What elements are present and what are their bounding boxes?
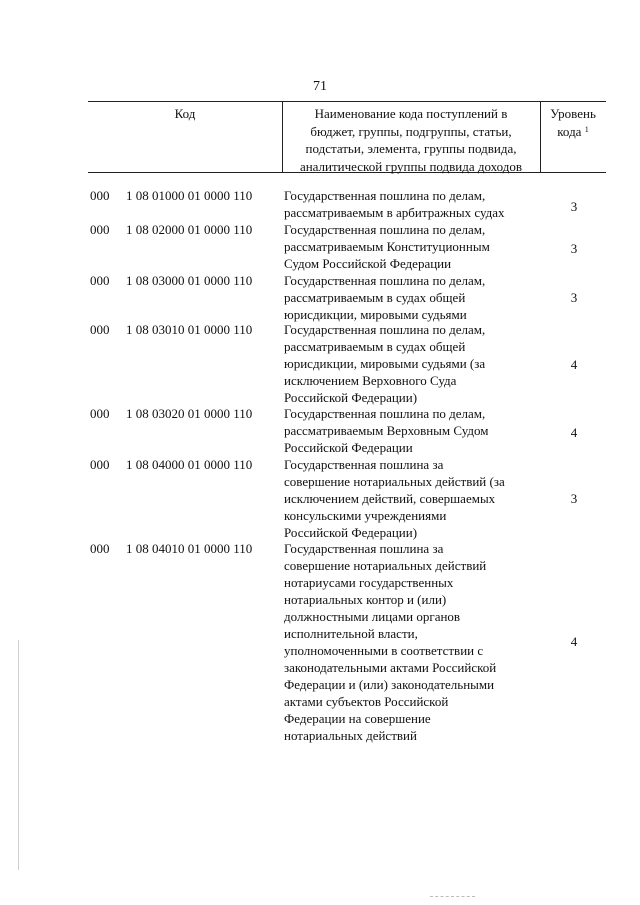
- income-name-line: исключением действий, совершаемых: [284, 491, 496, 506]
- income-name-line: должностными лицами органов: [284, 609, 461, 624]
- admin-code: 000: [90, 457, 110, 472]
- page-number: 71: [313, 79, 327, 94]
- income-name-line: законодательными актами Российской: [284, 660, 497, 675]
- scan-edge-left: [18, 640, 19, 870]
- income-code: 1 08 03010 01 0000 110: [126, 322, 253, 337]
- income-name-line: Государственная пошлина за: [284, 457, 444, 472]
- income-name: [284, 187, 536, 221]
- header-top-border: [88, 101, 606, 102]
- code-level: 3: [570, 241, 578, 256]
- code-level: 4: [570, 634, 578, 649]
- header-level-line: Уровень: [550, 106, 596, 121]
- income-name-line: юрисдикции, мировыми судьями (за: [284, 356, 486, 371]
- header-level: [541, 105, 605, 140]
- income-name: [284, 321, 536, 406]
- admin-code: 000: [90, 222, 110, 237]
- header-name: [282, 105, 540, 175]
- income-name-line: Государственная пошлина за: [284, 541, 444, 556]
- income-name-line: нотариальных действий: [284, 728, 417, 743]
- income-name-line: рассматриваемым в арбитражных судах: [284, 205, 505, 220]
- income-name: [284, 540, 536, 744]
- code-level: 3: [570, 491, 578, 506]
- header-code: Код: [174, 106, 196, 121]
- income-name-line: Государственная пошлина по делам,: [284, 273, 486, 288]
- income-name-line: Российской Федерации): [284, 525, 418, 540]
- income-name-line: Российской Федерации): [284, 390, 418, 405]
- header-name-line: бюджет, группы, подгруппы, статьи,: [310, 123, 512, 139]
- income-code: 1 08 03020 01 0000 110: [126, 406, 253, 421]
- income-name-line: Государственная пошлина по делам,: [284, 222, 486, 237]
- income-name-line: Государственная пошлина по делам,: [284, 322, 486, 337]
- header-level-text: кода: [557, 123, 582, 139]
- income-name-line: рассматриваемым Верховным Судом: [284, 423, 489, 438]
- admin-code: 000: [90, 541, 110, 556]
- income-name: [284, 221, 536, 272]
- income-name: [284, 405, 536, 456]
- income-code: 1 08 02000 01 0000 110: [126, 222, 253, 237]
- income-name-line: нотариальных контор и (или): [284, 592, 447, 607]
- income-name-line: Федерации на совершение: [284, 711, 431, 726]
- code-level: 4: [570, 357, 578, 372]
- income-name-line: консульскими учреждениями: [284, 508, 447, 523]
- footnote-mark: 1: [584, 124, 589, 134]
- income-name-line: исполнительной власти,: [284, 626, 418, 641]
- income-name-line: Государственная пошлина по делам,: [284, 406, 486, 421]
- income-name-line: исключением Верховного Суда: [284, 373, 457, 388]
- header-level-line: [541, 123, 605, 141]
- code-level: 3: [570, 290, 578, 305]
- admin-code: 000: [90, 188, 110, 203]
- income-name-line: совершение нотариальных действий: [284, 558, 487, 573]
- income-name-line: актами субъектов Российской: [284, 694, 449, 709]
- income-name-line: нотариусами государственных: [284, 575, 454, 590]
- code-level: 4: [570, 425, 578, 440]
- income-name-line: рассматриваемым Конституционным: [284, 239, 490, 254]
- code-level: 3: [570, 199, 578, 214]
- income-name-line: рассматриваемым в судах общей: [284, 290, 466, 305]
- income-code: 1 08 04010 01 0000 110: [126, 541, 253, 556]
- income-code: 1 08 03000 01 0000 110: [126, 273, 253, 288]
- income-name-line: Федерации и (или) законодательными: [284, 677, 495, 692]
- income-name-line: Судом Российской Федерации: [284, 256, 452, 271]
- income-code: 1 08 01000 01 0000 110: [126, 188, 253, 203]
- scan-edge-bottom: [430, 896, 475, 897]
- admin-code: 000: [90, 273, 110, 288]
- income-name-line: Российской Федерации: [284, 440, 413, 455]
- income-name-line: уполномоченными в соответствии с: [284, 643, 484, 658]
- admin-code: 000: [90, 322, 110, 337]
- header-name-line: Наименование кода поступлений в: [314, 106, 508, 121]
- income-name-line: рассматриваемым в судах общей: [284, 339, 466, 354]
- income-name: [284, 456, 536, 541]
- income-name-line: юрисдикции, мировыми судьями: [284, 307, 467, 322]
- income-name-line: Государственная пошлина по делам,: [284, 188, 486, 203]
- header-name-line: подстатьи, элемента, группы подвида,: [305, 141, 517, 156]
- income-name-line: совершение нотариальных действий (за: [284, 474, 505, 489]
- income-code: 1 08 04000 01 0000 110: [126, 457, 253, 472]
- admin-code: 000: [90, 406, 110, 421]
- income-name: [284, 272, 536, 323]
- header-name-line: аналитической группы подвида доходов: [299, 158, 523, 174]
